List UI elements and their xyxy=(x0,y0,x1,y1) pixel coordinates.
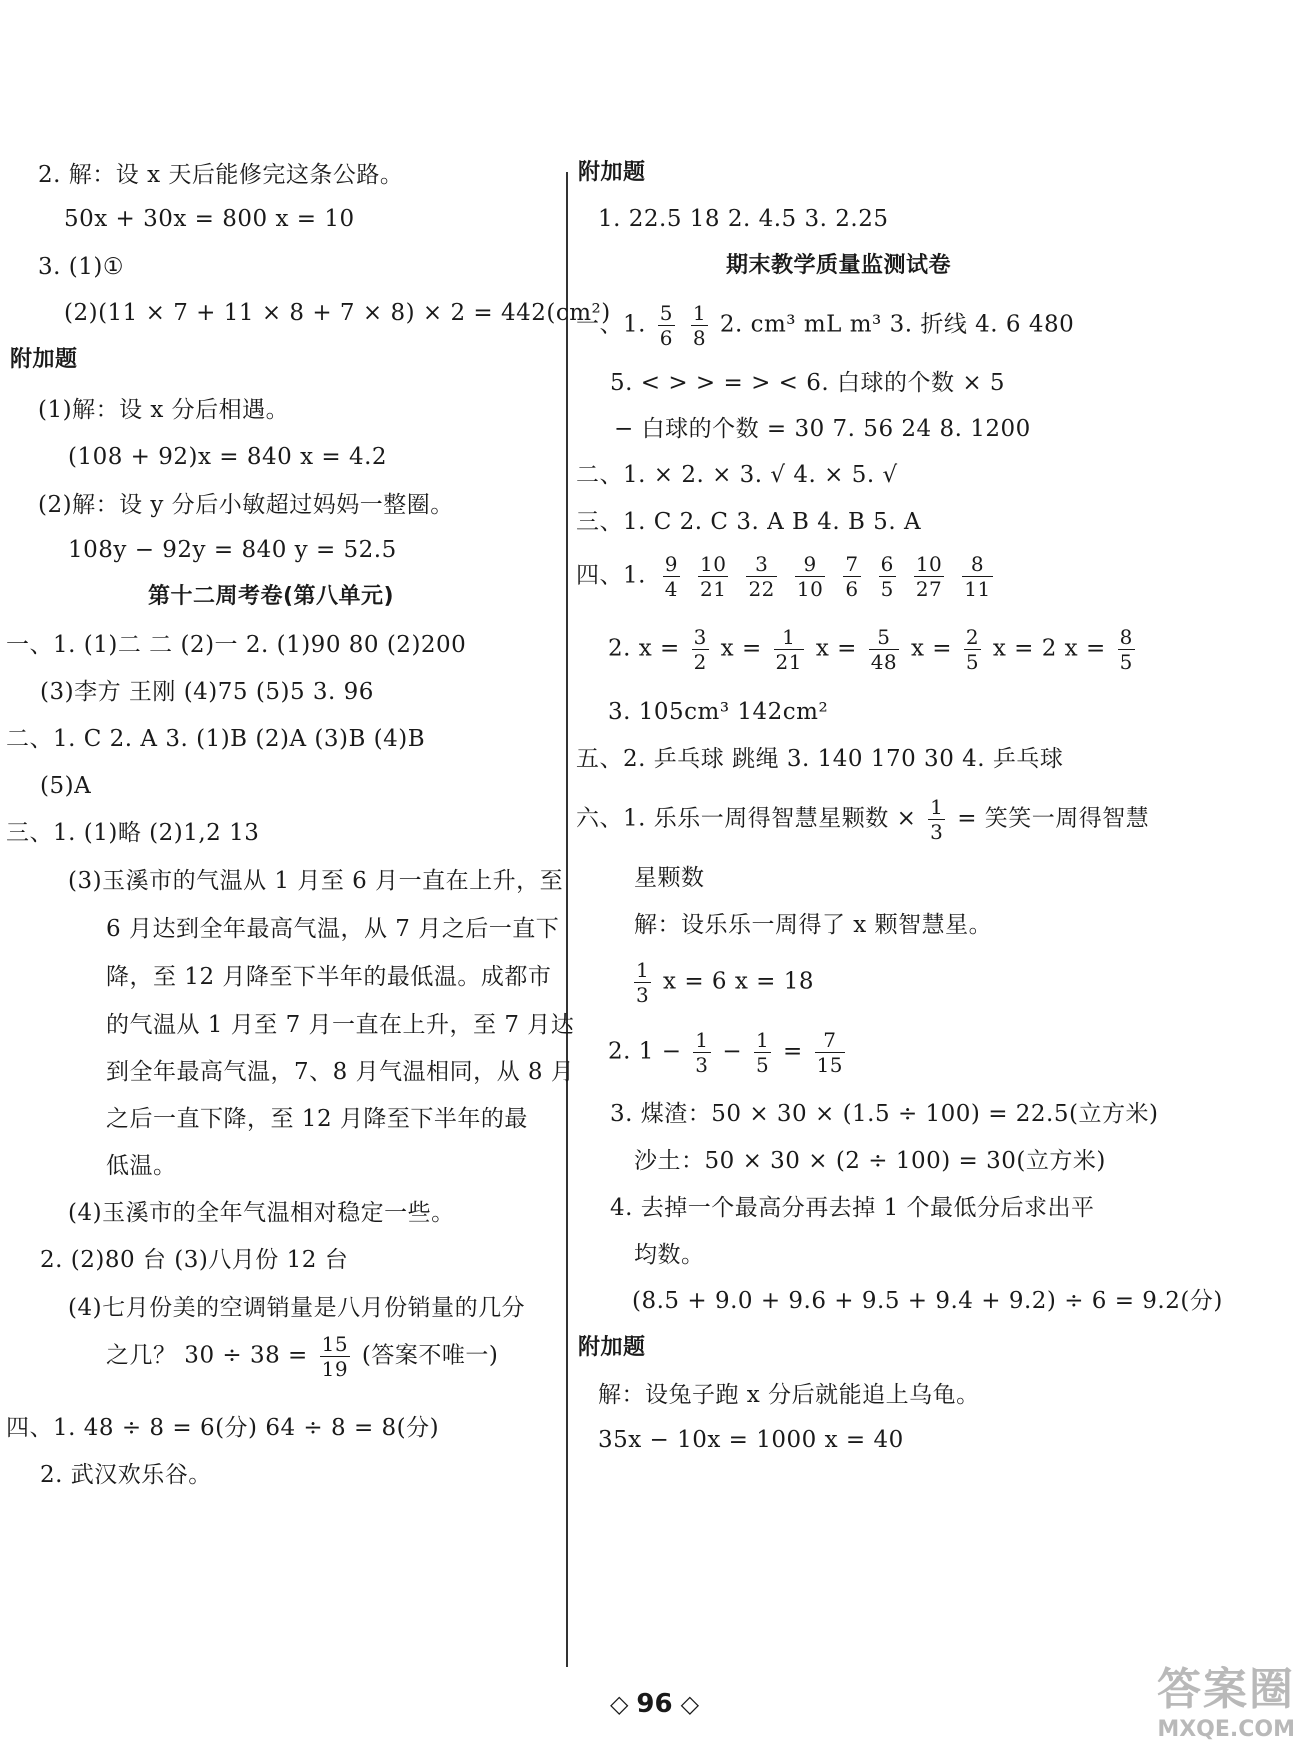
right-line-4: − 白球的个数 = 30 7. 56 24 8. 1200 xyxy=(614,416,1031,442)
right-heading-bonus-2: 附加题 xyxy=(578,1335,646,1360)
right-line-22: 35x − 10x = 1000 x = 40 xyxy=(598,1427,904,1453)
right-line-16: 3. 煤渣：50 × 30 × (1.5 ÷ 100) = 22.5(立方米) xyxy=(610,1101,1159,1127)
right-line-19: 均数。 xyxy=(634,1242,705,1268)
fraction: $\frac{10}{27}$ xyxy=(915,552,943,601)
diamond-icon: ◇ xyxy=(680,1690,700,1718)
left-line-14: (3)玉溪市的气温从 1 月至 6 月一直在上升，至 xyxy=(68,868,564,894)
left-line-13: 三、1. (1)略 (2)1,2 13 xyxy=(6,820,260,846)
right-line-5: 二、1. × 2. × 3. √ 4. × 5. √ xyxy=(576,462,898,488)
fraction: $\frac{1}{3}$ xyxy=(930,795,944,844)
right-line-8: 2. x = $\frac{3}{2}$ x = $\frac{1}{21}$ x = $\frac{5}{48}$ x = $\frac{2}{5}$ x = 2 x = $\frac{8}{5}$ xyxy=(608,625,1133,674)
fraction: $\frac{3}{2}$ xyxy=(693,625,707,674)
right-line-1: 1. 22.5 18 2. 4.5 3. 2.25 xyxy=(598,206,889,232)
left-line-9: 一、1. (1)二 二 (2)一 2. (1)90 80 (2)200 xyxy=(6,632,467,658)
page-number: 96 xyxy=(636,1689,673,1719)
column-divider xyxy=(566,172,568,1667)
left-line-17: 的气温从 1 月至 7 月一直在上升，至 7 月达 xyxy=(106,1012,575,1038)
left-line-20: 低温。 xyxy=(106,1153,177,1179)
right-heading-bonus-1: 附加题 xyxy=(578,160,646,185)
fraction: $\frac{1}{3}$ xyxy=(636,958,650,1007)
right-line-15: 2. 1 − $\frac{1}{3}$ − $\frac{1}{5}$ = $\frac{7}{15}$ xyxy=(608,1028,844,1077)
right-line-9: 3. 105cm³ 142cm² xyxy=(608,699,829,725)
right-line-11: 六、1. 乐乐一周得智慧星颗数 × $\frac{1}{3}$ = 笑笑一周得智慧 xyxy=(576,795,1150,844)
left-line-11: 二、1. C 2. A 3. (1)B (2)A (3)B (4)B xyxy=(6,726,426,752)
left-line-8: 108y − 92y = 840 y = 52.5 xyxy=(68,537,397,563)
left-line-7: (2)解：设 y 分后小敏超过妈妈一整圈。 xyxy=(38,492,454,518)
fraction: $\frac{10}{21}$ xyxy=(700,552,727,601)
fraction: $\frac{9}{10}$ xyxy=(796,552,824,601)
fraction: $\frac{1}{3}$ xyxy=(695,1028,709,1077)
left-line-3: 3. (1)① xyxy=(38,254,124,280)
right-line-6: 三、1. C 2. C 3. A B 4. B 5. A xyxy=(576,509,922,535)
left-line-1: 2. 解：设 x 天后能修完这条公路。 xyxy=(38,162,404,188)
left-line-26: 2. 武汉欢乐谷。 xyxy=(40,1462,212,1488)
right-line-3: 5. < > > = > < 6. 白球的个数 × 5 xyxy=(610,370,1006,396)
watermark-url: MXQE.COM xyxy=(1157,1717,1295,1742)
left-line-18: 到全年最高气温，7、8 月气温相同，从 8 月 xyxy=(106,1059,575,1085)
left-line-5: (1)解：设 x 分后相遇。 xyxy=(38,397,290,423)
left-line-15: 6 月达到全年最高气温，从 7 月之后一直下 xyxy=(106,916,560,942)
right-line-2: 一、1. $\frac{5}{6}$ $\frac{1}{8}$ 2. cm³ mL m³ 3. 折线 4. 6 480 xyxy=(576,301,1075,350)
right-line-10: 五、2. 乒乓球 跳绳 3. 140 170 30 4. 乒乓球 xyxy=(576,746,1064,772)
left-line-4: (2)(11 × 7 + 11 × 8 + 7 × 8) × 2 = 442(cm²) xyxy=(64,300,611,326)
left-line-24-note: (答案不唯一) xyxy=(361,1342,499,1369)
left-line-19: 之后一直下降，至 12 月降至下半年的最 xyxy=(106,1106,528,1132)
fraction: $\frac{5}{48}$ xyxy=(870,625,898,674)
fraction: $\frac{15}{19}$ xyxy=(321,1332,349,1381)
left-line-12: (5)A xyxy=(40,773,92,799)
right-line-14: $\frac{1}{3}$ x = 6 x = 18 xyxy=(636,958,814,1007)
left-line-24-text: 之几？ 30 ÷ 38 = xyxy=(106,1342,308,1369)
left-heading-bonus-1: 附加题 xyxy=(10,347,78,372)
left-line-25: 四、1. 48 ÷ 8 = 6(分) 64 ÷ 8 = 8(分) xyxy=(6,1415,440,1441)
right-line-12: 星颗数 xyxy=(634,865,705,891)
fraction: $\frac{1}{8}$ xyxy=(692,301,707,350)
fraction: $\frac{8}{5}$ xyxy=(1119,625,1133,674)
fraction: $\frac{2}{5}$ xyxy=(965,625,980,674)
right-section-title: 期末教学质量监测试卷 xyxy=(726,253,952,278)
fraction: $\frac{8}{11}$ xyxy=(964,552,991,601)
fraction: $\frac{7}{15}$ xyxy=(816,1028,844,1077)
right-line-13: 解：设乐乐一周得了 x 颗智慧星。 xyxy=(634,912,993,938)
fraction: $\frac{6}{5}$ xyxy=(880,552,894,601)
fraction: $\frac{5}{6}$ xyxy=(659,301,673,350)
right-line-21: 解：设兔子跑 x 分后就能追上乌龟。 xyxy=(598,1382,980,1408)
right-line-7: 四、1. $\frac{9}{4}$ $\frac{10}{21}$ $\frac{3}{22}$ $\frac{9}{10}$ $\frac{7}{6}$ $\frac{6}{5}$ $\frac{10}{27}$ $\frac{8}{11}$ xyxy=(576,552,991,601)
right-line-20: (8.5 + 9.0 + 9.6 + 9.5 + 9.4 + 9.2) ÷ 6 = 9.2(分) xyxy=(632,1288,1223,1314)
left-line-23: (4)七月份美的空调销量是八月份销量的几分 xyxy=(68,1295,526,1321)
left-line-16: 降，至 12 月降至下半年的最低温。成都市 xyxy=(106,964,552,990)
watermark-text: 答案圈 xyxy=(1157,1664,1295,1715)
watermark-logo xyxy=(1157,1653,1295,1742)
left-line-10: (3)李方 王刚 (4)75 (5)5 3. 96 xyxy=(40,679,374,705)
diamond-icon: ◇ xyxy=(609,1690,629,1718)
fraction: $\frac{9}{4}$ xyxy=(664,552,678,601)
left-section-title: 第十二周考卷(第八单元) xyxy=(148,584,395,609)
fraction: $\frac{1}{21}$ xyxy=(775,625,802,674)
right-line-18: 4. 去掉一个最高分再去掉 1 个最低分后求出平 xyxy=(610,1195,1095,1221)
left-line-2: 50x + 30x = 800 x = 10 xyxy=(64,206,355,232)
left-line-22: 2. (2)80 台 (3)八月份 12 台 xyxy=(40,1247,349,1273)
left-line-6: (108 + 92)x = 840 x = 4.2 xyxy=(68,444,388,470)
right-line-17: 沙土：50 × 30 × (2 ÷ 100) = 30(立方米) xyxy=(634,1148,1106,1174)
page-footer xyxy=(0,1689,1309,1719)
fraction: $\frac{7}{6}$ xyxy=(845,552,859,601)
fraction: $\frac{3}{22}$ xyxy=(748,552,775,601)
left-line-21: (4)玉溪市的全年气温相对稳定一些。 xyxy=(68,1200,455,1226)
left-line-24 xyxy=(106,1334,498,1379)
fraction: $\frac{1}{5}$ xyxy=(755,1028,770,1077)
